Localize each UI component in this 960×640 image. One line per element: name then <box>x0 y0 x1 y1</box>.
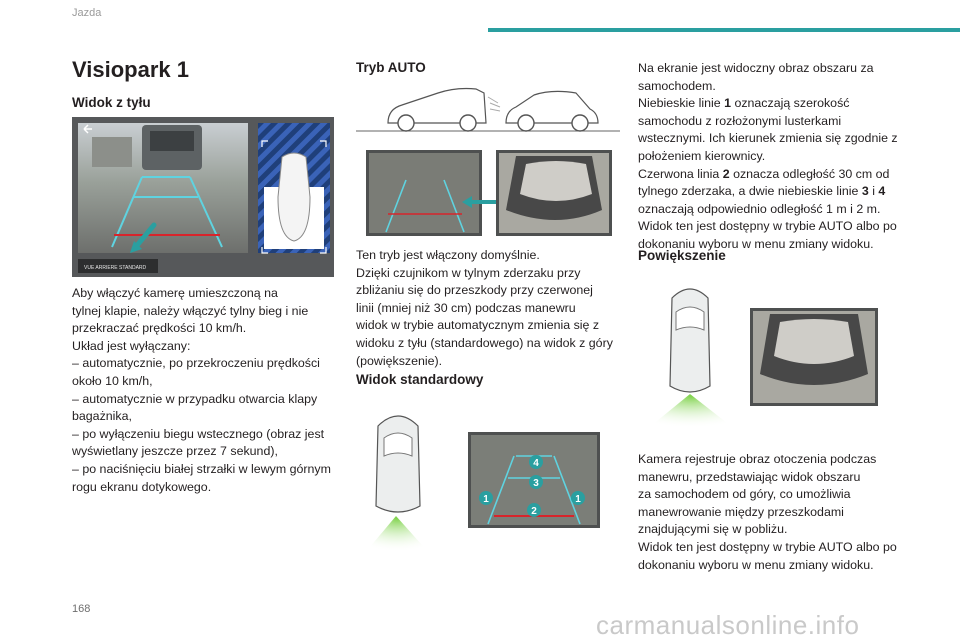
subtitle-zoom: Powiększenie <box>638 248 726 263</box>
page-number: 168 <box>72 603 91 615</box>
auto-switch-figure <box>366 150 614 238</box>
svg-text:4: 4 <box>533 458 539 469</box>
marker-1-left <box>479 491 493 505</box>
screen-label: VUE ARRIERE STANDARD <box>84 265 147 271</box>
marker-1-right <box>571 491 585 505</box>
subtitle-standard-view: Widok standardowy <box>356 372 484 387</box>
page-title: Visiopark 1 <box>72 57 189 82</box>
standard-view-figure <box>364 406 604 554</box>
svg-text:2: 2 <box>531 506 537 517</box>
subtitle-auto-mode: Tryb AUTO <box>356 60 426 75</box>
watermark: carmanualsonline.info <box>596 610 860 640</box>
zoom-description: Kamera rejestruje obraz otoczenia podczas manewru, przedstawiając widok obszaru za samochodem od góry, co umożliwia manewrowanie między przeszkodami znajdującymi się w pobliżu. Widok ten jest dostępny w trybie AUTO albo po dokonaniu wyboru w menu zmiany widoku. <box>638 452 897 572</box>
auto-mode-description: Ten tryb jest włączony domyślnie. Dzięki czujnikom w tylnym zderzaku przy zbliżaniu się do przeszkody przy czerwonej linii (mniej niż 30 cm) podczas manewru widok w trybie automatycznym zmienia się z widoku z tyłu (standardowego) na widok z góry (powiększenie). <box>356 248 613 368</box>
marker-2 <box>527 503 541 517</box>
marker-3 <box>529 475 543 489</box>
rear-camera-screen-figure <box>72 117 334 277</box>
section-header: Jazda <box>72 7 102 19</box>
svg-text:1: 1 <box>483 494 489 505</box>
svg-text:3: 3 <box>533 478 539 489</box>
zoom-view-figure <box>646 282 882 430</box>
header-accent-bar <box>488 28 960 32</box>
svg-text:1: 1 <box>575 494 581 505</box>
rear-view-description: Aby włączyć kamerę umieszczoną na tylnej klapie, należy włączyć tylny bieg i nie przekraczać prędkości 10 km/h. Układ jest wyłączany: – automatycznie, po przekroczeniu prędkości około 10 km/h, – automatycznie w przypadku otwarcia klapy bagażnika, – po wyłączeniu biegu wstecznego (obraz jest wyświetlany jeszcze przez 7 sekund), – po naciśnięciu białej strzałki w lewym górnym rogu ekranu dotykowego. <box>72 286 331 494</box>
subtitle-rear-view: Widok z tyłu <box>72 95 151 110</box>
marker-4 <box>529 455 543 469</box>
standard-view-description: Na ekranie jest widoczny obraz obszaru za samochodem. Niebieskie linie 1 oznaczają szerokość samochodu z rozłożonymi lusterkami wstecznymi. Ich kierunek zmienia się zgodnie z położeniem kierownicy. Czerwona linia 2 oznacza odległość 30 cm od tylnego zderzaka, a dwie niebieskie linie 3 i 4 oznaczają odpowiednio odległość 1 m i 2 m. Widok ten jest dostępny w trybie AUTO albo po dokonaniu wyboru w menu zmiany widoku. <box>638 61 898 251</box>
parking-maneuver-illustration <box>356 83 620 135</box>
